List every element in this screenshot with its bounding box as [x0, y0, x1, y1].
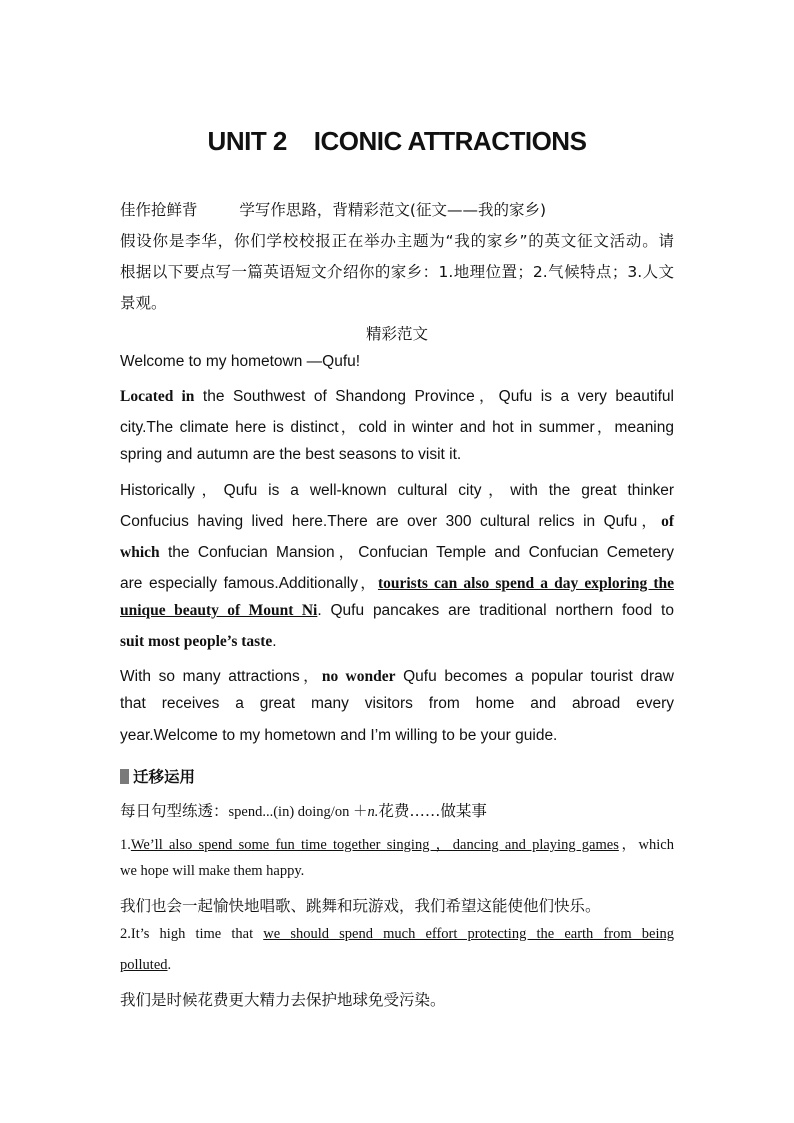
essay-line-5: Historically，Qufu is a well-known cultural city，with the great thinker	[120, 482, 674, 499]
essay-line-9: unique beauty of Mount Ni. Qufu pancakes are traditional northern food to	[120, 602, 674, 619]
essay-line-10: suit most people’s taste.	[120, 633, 277, 650]
essay-line-8: are especially famous.Additionally，tourists can also spend a day exploring the	[120, 575, 675, 592]
highlight-phrase: tourists can also spend a day exploring the	[377, 575, 675, 592]
pattern-line: 每日句型练透：spend...(in) doing/on ＋n.花费……做某事	[120, 802, 487, 820]
essay-line-11: With so many attractions，no wonder Qufu becomes a popular tourist draw	[120, 668, 674, 685]
section-marker-icon	[120, 769, 129, 784]
essay-line-3: city.The climate here is distinct，cold in winter and hot in summer，meaning	[120, 419, 674, 436]
example-2-answer: we should spend much effort protecting the earth from being	[263, 926, 674, 942]
phrase-suit-taste: suit most people’s taste	[120, 633, 273, 650]
phrase-located-in: Located in	[120, 388, 195, 405]
example-1-line-2: we hope will make them happy.	[120, 863, 305, 879]
essay-line-7: which the Confucian Mansion，Confucian Temple and Confucian Cemetery	[120, 544, 674, 561]
practice-heading: 迁移运用	[120, 765, 674, 787]
essay-heading: 精彩范文	[365, 325, 428, 343]
example-2-translation: 我们是时候花费更大精力去保护地球免受污染。	[120, 991, 446, 1009]
essay-line-6: Confucius having lived here.There are over 300 cultural relics in Qufu，of	[120, 513, 674, 530]
example-2-line-2: polluted.	[120, 957, 172, 973]
phrase-of-which: of	[661, 513, 674, 530]
essay-line-12: that receives a great many visitors from home and abroad every	[120, 695, 674, 712]
example-2-line-1: 2.It’s high time that we should spend much effort protecting the earth from being	[120, 926, 674, 942]
section-header	[120, 198, 674, 220]
essay-line-4: spring and autumn are the best seasons to visit it.	[120, 446, 462, 463]
example-1-line-1: 1.We’ll also spend some fun time together singing ，dancing and playing games，which	[120, 837, 674, 853]
essay-line-13: year.Welcome to my hometown and I’m willing to be your guide.	[120, 727, 558, 744]
page-title: UNIT 2 ICONIC ATTRACTIONS	[207, 126, 587, 156]
phrase-no-wonder: no wonder	[321, 668, 396, 685]
prompt-line-2: 根据以下要点写一篇英语短文介绍你的家乡：1.地理位置；2.气候特点；3.人文	[120, 263, 674, 281]
prompt-line-3: 景观。	[120, 294, 167, 312]
section-label: 佳作抢鲜背	[120, 201, 198, 219]
example-1-translation: 我们也会一起愉快地唱歌、跳舞和玩游戏，我们希望这能使他们快乐。	[120, 897, 601, 915]
essay-line-1: Welcome to my hometown —Qufu!	[120, 353, 361, 370]
prompt-line-1: 假设你是李华，你们学校校报正在举办主题为“我的家乡”的英文征文活动。请	[120, 232, 674, 250]
section-subtitle: 学写作思路，背精彩范文(征文——我的家乡)	[239, 201, 546, 219]
essay-line-2: Located in the Southwest of Shandong Province，Qufu is a very beautiful	[120, 388, 674, 405]
example-1-answer: We’ll also spend some fun time together singing ，dancing and playing games	[130, 837, 619, 853]
